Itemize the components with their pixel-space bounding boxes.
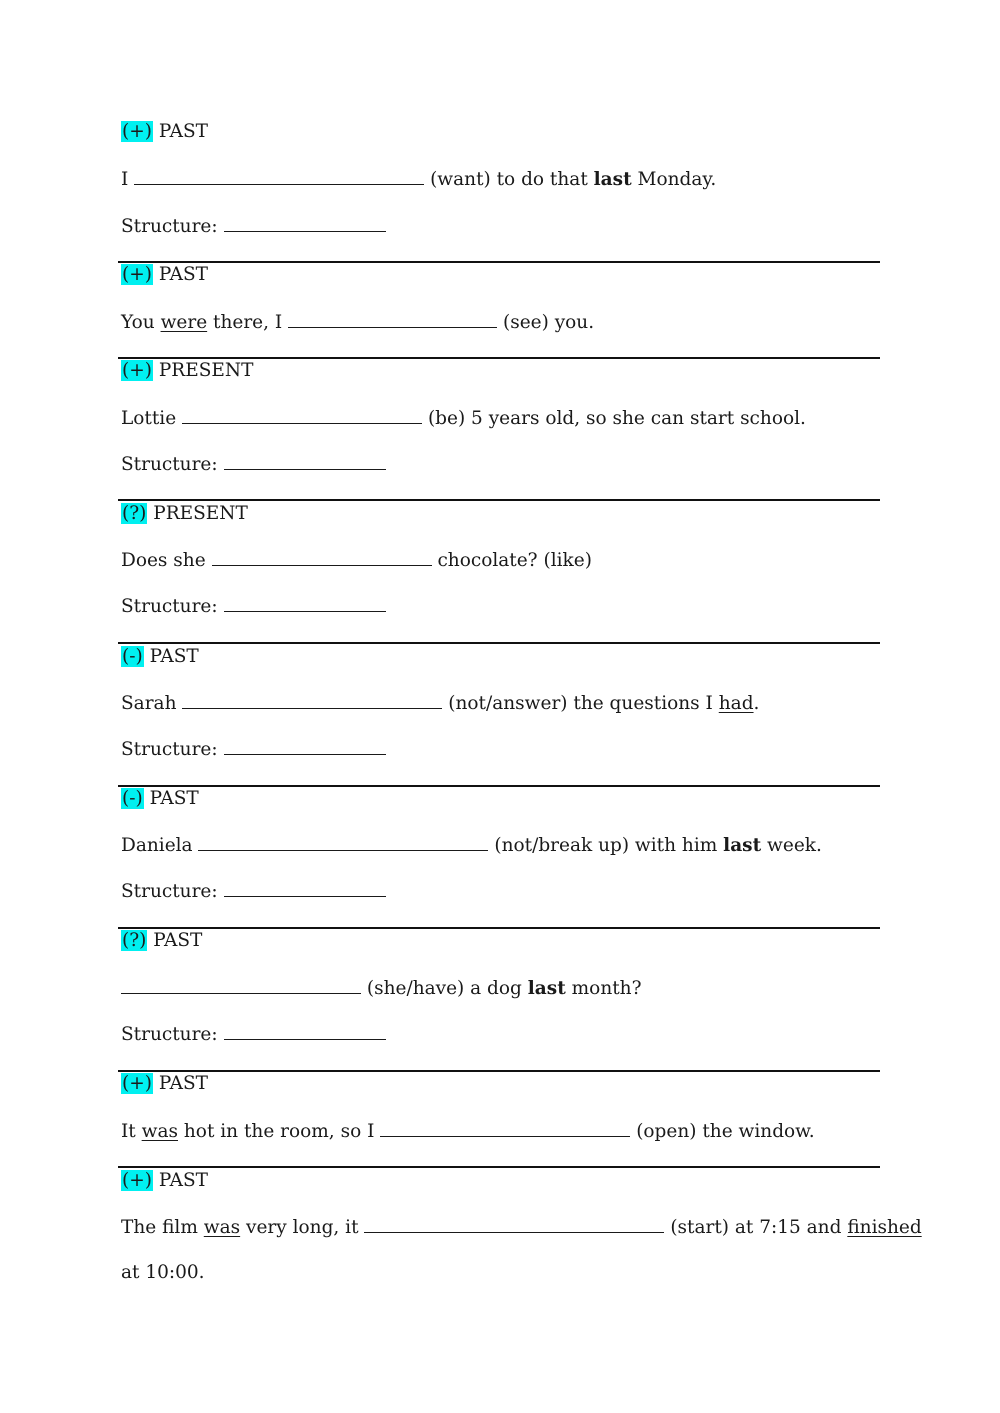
item-4-answer-blank[interactable]	[212, 548, 432, 566]
item-2-text-after: (see) you.	[502, 312, 595, 333]
item-8-text-after: (open) the window.	[636, 1121, 815, 1142]
item-1-header	[121, 120, 208, 144]
item-8-tense: PAST	[158, 1073, 208, 1094]
item-8-sentence	[121, 1119, 815, 1144]
item-2-text-pre: You	[121, 312, 155, 333]
item-2-tag: (+)	[122, 264, 152, 285]
item-4-header	[121, 502, 248, 526]
item-5-tense: PAST	[149, 646, 199, 667]
item-6-structure-blank[interactable]	[224, 879, 386, 897]
item-9-tense: PAST	[158, 1170, 208, 1191]
item-6-header	[121, 787, 199, 811]
item-2-answer-blank[interactable]	[288, 310, 497, 328]
item-3-structure	[121, 452, 386, 477]
item-5-tag: (-)	[122, 646, 143, 667]
item-9-sentence	[121, 1215, 922, 1240]
item-1-text-before: I	[121, 169, 129, 190]
item-9-text-after: (start) at 7:15 and	[670, 1217, 842, 1238]
item-3-tag: (+)	[122, 360, 152, 381]
divider	[118, 261, 880, 263]
item-6-text-tail: week.	[767, 835, 822, 856]
item-6-sentence	[121, 833, 822, 858]
item-3-header	[121, 359, 253, 383]
item-9-answer-blank[interactable]	[364, 1215, 664, 1233]
item-7-tag: (?)	[122, 930, 147, 951]
item-6-tag: (-)	[122, 788, 143, 809]
item-3-tense: PRESENT	[158, 360, 254, 381]
divider	[118, 785, 880, 787]
item-7-header	[121, 929, 202, 953]
structure-label: Structure:	[121, 739, 218, 760]
item-1-structure-blank[interactable]	[224, 214, 386, 232]
item-1-sentence	[121, 167, 716, 192]
item-9-text-before: very long, it	[246, 1217, 359, 1238]
item-7-text-after: (she/have) a dog	[366, 978, 522, 999]
item-9-text-pre: The film	[121, 1217, 198, 1238]
item-1-tag: (+)	[122, 121, 152, 142]
item-4-text-before: Does she	[121, 550, 206, 571]
item-6-text-after: (not/break up) with him	[494, 835, 718, 856]
item-8-tag: (+)	[122, 1073, 152, 1094]
item-2-tense: PAST	[158, 264, 208, 285]
item-7-tense: PAST	[153, 930, 203, 951]
item-5-underlined-word: had	[718, 693, 754, 714]
item-2-text-before: there, I	[213, 312, 283, 333]
item-7-structure	[121, 1022, 386, 1047]
item-8-underlined-word: was	[141, 1121, 178, 1142]
item-7-bold-word: last	[527, 978, 566, 999]
item-7-structure-blank[interactable]	[224, 1022, 386, 1040]
divider	[118, 1166, 880, 1168]
item-1-structure	[121, 214, 386, 239]
item-5-header	[121, 645, 199, 669]
item-7-answer-blank[interactable]	[121, 976, 361, 994]
item-6-answer-blank[interactable]	[198, 833, 488, 851]
item-2-header	[121, 263, 208, 287]
item-9-underlined-word: was	[203, 1217, 241, 1238]
divider	[118, 927, 880, 929]
item-9-header	[121, 1169, 208, 1193]
item-8-text-before: hot in the room, so I	[183, 1121, 375, 1142]
item-9-text-continuation: at 10:00.	[121, 1262, 205, 1283]
divider	[118, 499, 880, 501]
item-4-structure	[121, 594, 386, 619]
item-5-sentence	[121, 691, 759, 716]
item-7-sentence	[121, 976, 642, 1001]
item-5-structure-blank[interactable]	[224, 737, 386, 755]
item-7-text-tail: month?	[571, 978, 642, 999]
structure-label: Structure:	[121, 454, 218, 475]
divider	[118, 642, 880, 644]
item-5-answer-blank[interactable]	[182, 691, 442, 709]
item-3-text-after: (be) 5 years old, so she can start school.	[427, 408, 806, 429]
item-1-bold-word: last	[593, 169, 632, 190]
item-4-text-after: chocolate? (like)	[437, 550, 592, 571]
item-6-text-before: Daniela	[121, 835, 193, 856]
item-3-text-before: Lottie	[121, 408, 177, 429]
structure-label: Structure:	[121, 216, 218, 237]
item-9-tag: (+)	[122, 1170, 152, 1191]
item-1-answer-blank[interactable]	[134, 167, 424, 185]
item-4-structure-blank[interactable]	[224, 594, 386, 612]
item-2-underlined-word: were	[160, 312, 208, 333]
item-3-sentence	[121, 406, 806, 431]
item-3-structure-blank[interactable]	[224, 452, 386, 470]
item-9-continuation	[121, 1261, 205, 1285]
item-5-text-after: (not/answer) the questions I	[448, 693, 713, 714]
structure-label: Structure:	[121, 881, 218, 902]
divider	[118, 1070, 880, 1072]
item-5-text-tail: .	[753, 693, 760, 714]
structure-label: Structure:	[121, 1024, 218, 1045]
item-4-tag: (?)	[122, 503, 147, 524]
item-8-answer-blank[interactable]	[380, 1119, 630, 1137]
item-1-text-after: (want) to do that	[430, 169, 588, 190]
item-6-tense: PAST	[149, 788, 199, 809]
item-6-structure	[121, 879, 386, 904]
item-9-underlined-word-2: finished	[847, 1217, 922, 1238]
item-4-tense: PRESENT	[153, 503, 248, 524]
item-5-text-before: Sarah	[121, 693, 177, 714]
item-8-header	[121, 1072, 208, 1096]
item-1-tense: PAST	[158, 121, 208, 142]
item-4-sentence	[121, 548, 592, 573]
item-6-bold-word: last	[723, 835, 762, 856]
item-1-text-tail: Monday.	[637, 169, 717, 190]
item-8-text-pre: It	[121, 1121, 136, 1142]
item-2-sentence	[121, 310, 594, 335]
structure-label: Structure:	[121, 596, 218, 617]
item-5-structure	[121, 737, 386, 762]
item-3-answer-blank[interactable]	[182, 406, 422, 424]
